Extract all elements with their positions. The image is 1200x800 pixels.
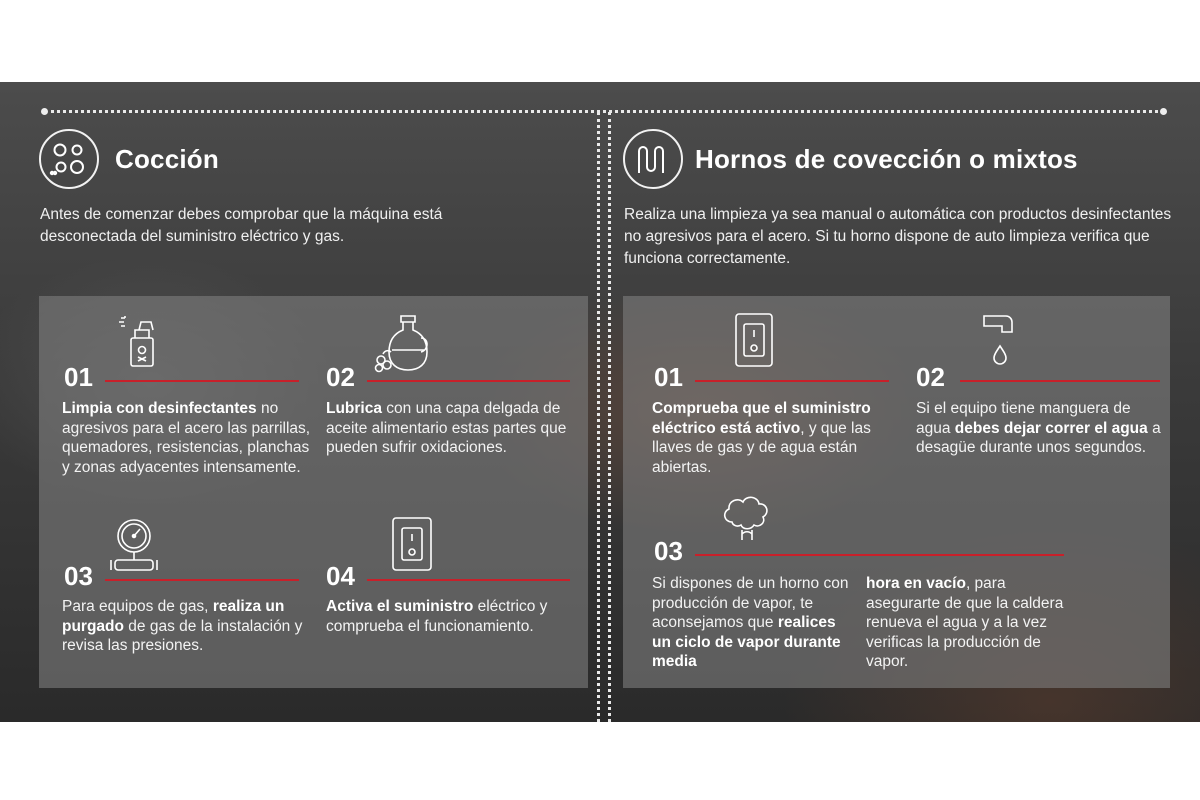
heating-element-icon (623, 129, 683, 189)
oil-jar-icon (371, 312, 435, 379)
dotted-divider-top (44, 110, 1165, 113)
section-title-coccion: Cocción (115, 144, 219, 174)
step-text: Lubrica con una capa delgada de aceite alimentario estas partes que pueden sufrir oxidaciones. (326, 400, 567, 456)
step-text-col1: Si dispones de un horno con producción de vapor, te aconsejamos que realices un ciclo de vapor durante media (652, 575, 849, 670)
step-text: Limpia con desinfectantes no agresivos para el acero las parrillas, quemadores, resistencias, planchas y zonas adyacentes intensamente. (62, 400, 311, 476)
section-intro-coccion: Antes de comenzar debes comprobar que la máquina está desconectada del suministro eléctrico y gas. (40, 206, 443, 245)
step-number: 02 (326, 362, 355, 392)
step-red-rule (105, 579, 299, 581)
step-red-rule (960, 380, 1160, 382)
step-red-rule (695, 380, 889, 382)
step-text-col2: hora en vacío, para asegurarte de que la caldera renueva el agua y a la vez verificas la producción de vapor. (866, 575, 1064, 670)
steps-panel-hornos (623, 296, 1170, 688)
divider-dot-left (41, 108, 48, 115)
water-tap-icon (980, 312, 1016, 373)
step-red-rule (367, 579, 570, 581)
power-switch-icon (734, 312, 774, 373)
steps-panel-coccion (39, 296, 588, 688)
step-red-rule (695, 554, 1064, 556)
step-text: Para equipos de gas, realiza un purgado de gas de la instalación y revisa las presiones. (62, 598, 303, 654)
step-text: Si el equipo tiene manguera de agua debes dejar correr el agua a desagüe durante unos segundos. (916, 400, 1161, 456)
banner-background (0, 82, 1200, 722)
dotted-divider-center (597, 112, 600, 722)
disinfectant-spray-icon (109, 310, 169, 375)
step-number: 01 (64, 362, 93, 392)
step-number: 04 (326, 561, 355, 591)
section-intro-hornos: Realiza una limpieza ya sea manual o automática con productos desinfectantes no agresivos para el acero. Si tu horno dispone de auto limpieza verifica que funciona correctamente. (624, 206, 1172, 267)
pressure-gauge-icon (109, 516, 159, 583)
step-text: Activa el suministro eléctrico y comprueba el funcionamiento. (326, 598, 548, 635)
step-number: 02 (916, 362, 945, 392)
step-number: 03 (654, 536, 683, 566)
step-text: Comprueba que el suministro eléctrico está activo, y que las llaves de gas y de agua están abiertas. (652, 400, 871, 476)
dotted-divider-center-2 (608, 112, 611, 722)
cooktop-burners-icon (39, 129, 99, 189)
power-switch-icon (391, 516, 433, 577)
divider-dot-right (1160, 108, 1167, 115)
step-red-rule (367, 380, 570, 382)
step-number: 01 (654, 362, 683, 392)
step-number: 03 (64, 561, 93, 591)
step-red-rule (105, 380, 299, 382)
section-title-hornos: Hornos de covección o mixtos (695, 144, 1078, 174)
steam-cloud-icon (718, 492, 776, 547)
